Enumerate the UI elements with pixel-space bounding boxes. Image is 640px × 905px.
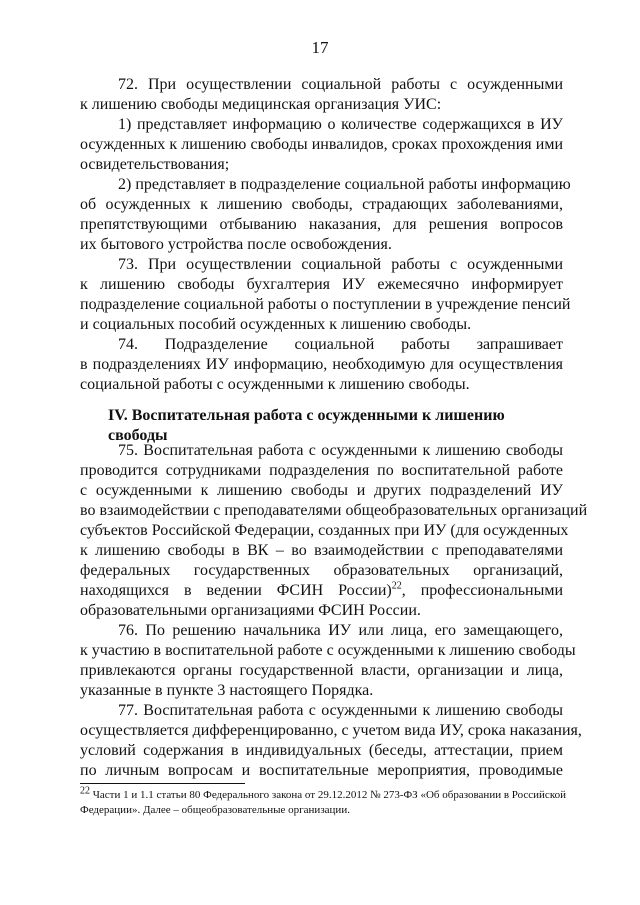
paragraph-line: 1) представляет информацию о количестве содержащихся в ИУ [118,116,563,133]
paragraph-line: препятствующими отбыванию наказания, для решения вопросов [80,216,563,233]
line-text: , профессиональными [401,582,563,599]
paragraph-line: субъектов Российской Федерации, созданных при ИУ (для осужденных [80,522,569,539]
paragraph-line: 77. Воспитательная работа с осужденными к лишению свободы [118,702,563,719]
footnote [80,785,566,818]
footnote-line: Федерации». Далее – общеобразовательные организации. [80,804,350,816]
line-text: находящихся в ведении ФСИН России) [80,582,392,599]
footnote-line [80,785,566,803]
paragraph-line: их бытового устройства после освобождения. [80,236,392,253]
page-number: 17 [311,38,329,57]
paragraph-line: 72. При осуществлении социальной работы с осужденными [118,76,563,93]
footnote-mark: 22 [80,785,90,797]
paragraph-line: осуществляется дифференцированно, с учетом вида ИУ, срока наказания, [80,722,582,739]
paragraph-line: в подразделениях ИУ информацию, необходимую для осуществления [80,356,563,373]
paragraph-line: 75. Воспитательная работа с осужденными к лишению свободы [118,442,563,459]
paragraph-line: осужденных к лишению свободы инвалидов, сроках прохождения ими [80,136,563,153]
section-heading: IV. Воспитательная работа с осужденными к лишению свободы [108,407,505,444]
paragraph-line: 74. Подразделение социальной работы запрашивает [118,336,563,353]
paragraph-line: об осужденных к лишению свободы, страдающих заболеваниями, [80,196,563,213]
paragraph-line: федеральных государственных образовательных организаций, [80,562,563,579]
paragraph-line: 2) представляет в подразделение социальной работы информацию [118,176,571,193]
paragraph-line: 76. По решению начальника ИУ или лица, его замещающего, [118,622,563,639]
paragraph-line: социальной работы с осужденными к лишению свободы. [80,376,470,393]
paragraph-line: к участию в воспитательной работе с осужденными к лишению свободы [80,642,576,659]
paragraph-line: проводится сотрудниками подразделения по воспитательной работе [80,462,563,479]
paragraph-line: к лишению свободы в ВК – во взаимодействии с преподавателями [80,542,563,559]
document-body [80,75,588,781]
paragraph-line: образовательными организациями ФСИН России. [80,602,421,619]
footnote-separator [80,783,245,784]
paragraph-line [80,581,563,601]
paragraph-line: освидетельствования; [80,156,230,173]
paragraph-line: 73. При осуществлении социальной работы с осужденными [118,256,563,273]
paragraph-line: привлекаются органы государственной власти, организации и лица, [80,662,563,679]
footnote-text: Части 1 и 1.1 статьи 80 Федерального закона от 29.12.2012 № 273-ФЗ «Об образовании в Российской [92,789,566,801]
paragraph-line: во взаимодействии с преподавателями общеобразовательных организаций [80,502,588,519]
paragraph-line: и социальных пособий осужденных к лишению свободы. [80,316,472,333]
paragraph-line: к лишению свободы медицинская организация УИС: [80,96,442,113]
paragraph-line: с осужденными к лишению свободы и других подразделений ИУ [80,482,563,499]
paragraph-line: по личным вопросам и воспитательные мероприятия, проводимые [80,762,563,779]
paragraph-line: подразделение социальной работы о поступлении в учреждение пенсий [80,296,571,313]
paragraph-line: к лишению свободы бухгалтерия ИУ ежемесячно информирует [80,276,563,293]
paragraph-line: условий содержания в индивидуальных (беседы, аттестации, прием [80,742,563,759]
paragraph-line: указанные в пункте 3 настоящего Порядка. [80,682,374,699]
footnote-reference[interactable]: 22 [391,580,402,592]
